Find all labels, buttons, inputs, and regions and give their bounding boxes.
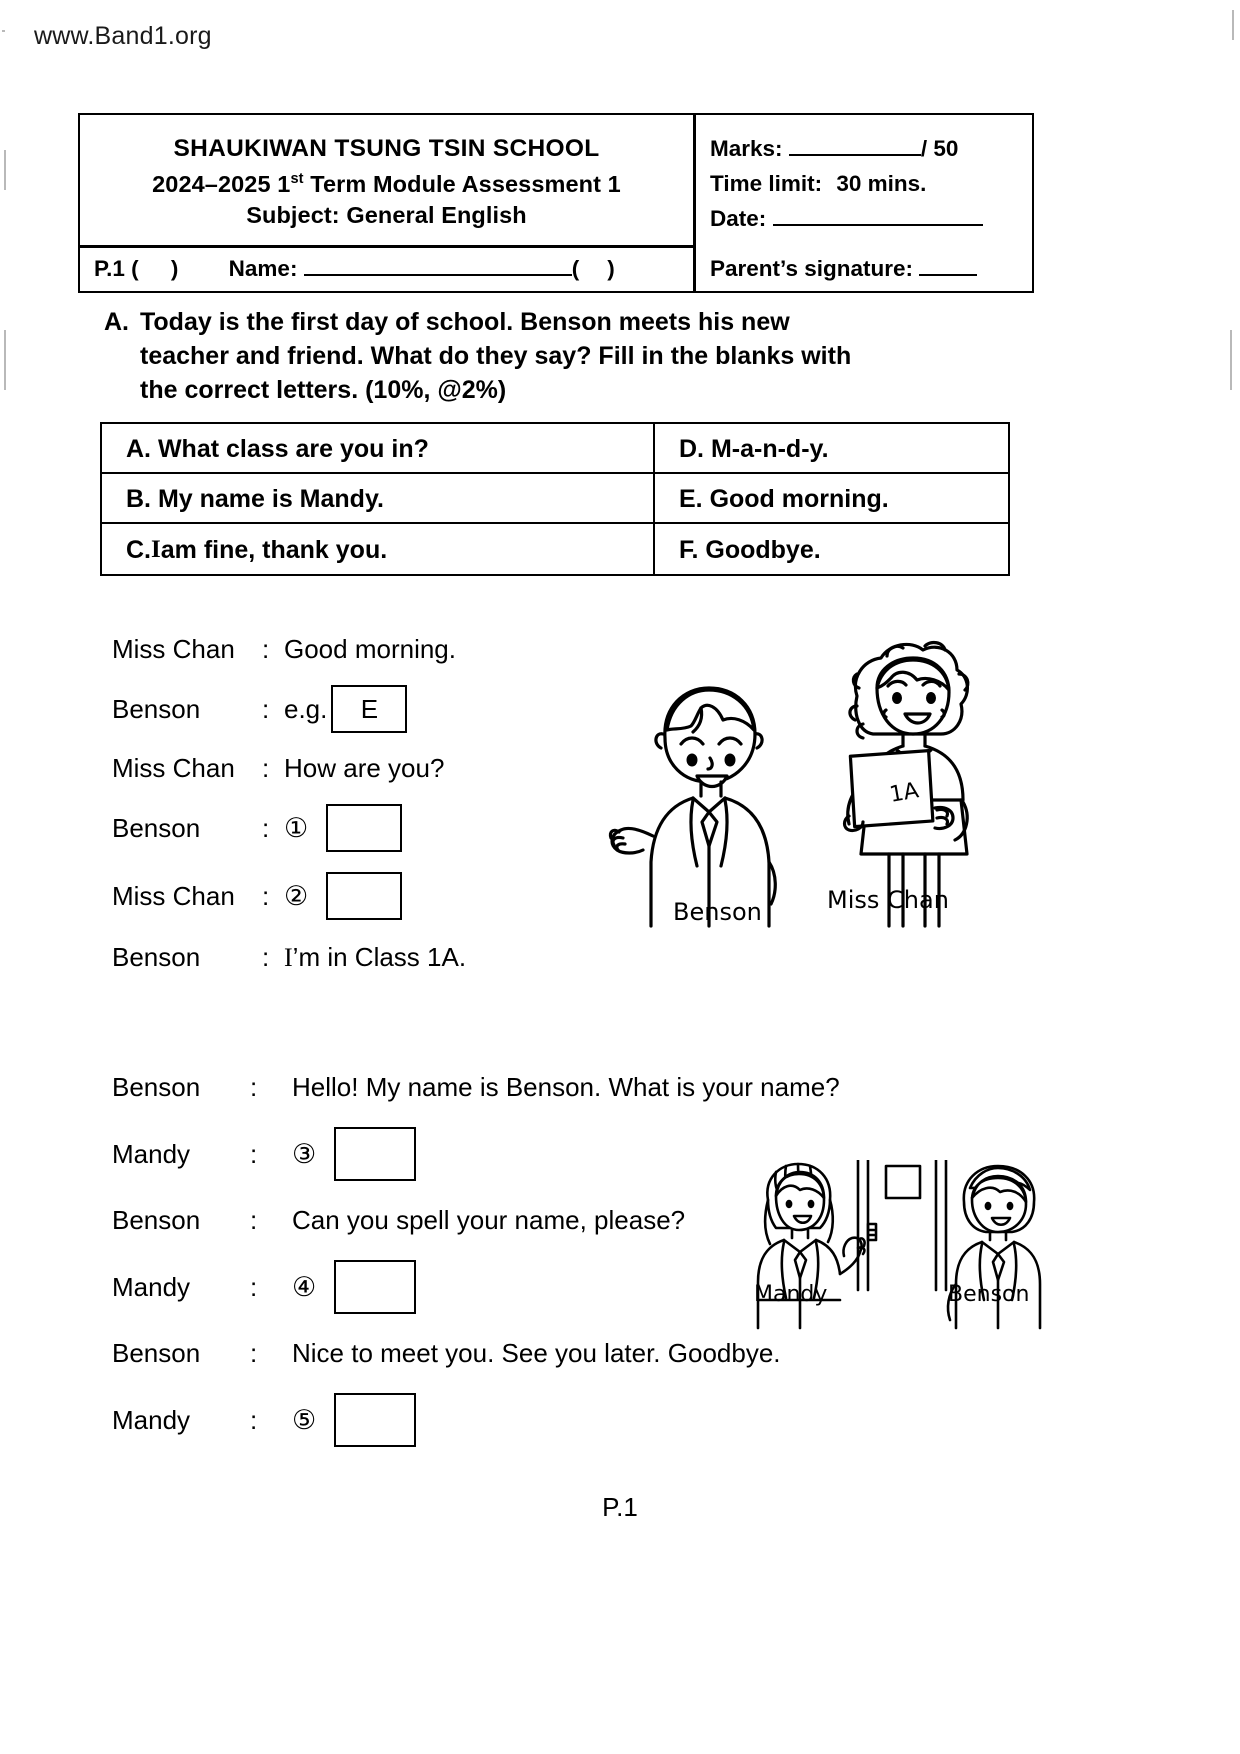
dialogue-one-line-1 xyxy=(112,634,632,665)
page-edge-mark-left xyxy=(2,30,5,32)
utterance-text xyxy=(284,942,466,973)
question-number-2: ② xyxy=(284,880,309,911)
date-row xyxy=(710,201,1036,236)
table-row xyxy=(102,474,1008,524)
parent-signature-label: Parent’s signature: xyxy=(710,256,913,281)
option-b: B. My name is Mandy. xyxy=(102,474,655,522)
section-a-label: A. xyxy=(104,308,129,336)
utterance-pronoun: I xyxy=(284,943,293,972)
utterance-rest: ’m in Class 1A. xyxy=(292,942,467,972)
question-number-3: ③ xyxy=(292,1138,317,1169)
page-edge-mark-right-2 xyxy=(1230,330,1232,390)
instruction-line-3: the correct letters. (10%, @2%) xyxy=(140,376,507,404)
speaker-colon: : xyxy=(250,1072,258,1102)
term-ordinal-suffix: st xyxy=(290,171,304,187)
speaker-colon: : xyxy=(262,942,270,972)
option-c-pronoun: I xyxy=(151,536,161,563)
figure-label-mandy: Mandy xyxy=(754,1282,828,1307)
parent-signature-input-line[interactable] xyxy=(919,255,977,276)
option-a: A. What class are you in? xyxy=(102,424,655,472)
site-url: www.Band1.org xyxy=(34,22,212,50)
speaker-name: Miss Chan xyxy=(112,880,235,911)
option-c-prefix: C. xyxy=(126,535,151,564)
utterance-text: How are you? xyxy=(284,753,445,783)
speaker-name: Benson xyxy=(112,812,201,843)
subject-line: Subject: General English xyxy=(246,201,527,228)
instruction-line-1: Today is the first day of school. Benson meets his new xyxy=(140,308,790,336)
school-name: SHAUKIWAN TSUNG TSIN SCHOOL xyxy=(173,135,600,162)
speaker-name: Benson xyxy=(112,1205,201,1235)
answer-box-4[interactable] xyxy=(334,1260,416,1314)
figure-label-benson: Benson xyxy=(673,898,762,926)
table-row xyxy=(102,424,1008,474)
speaker-colon: : xyxy=(262,693,270,724)
page-edge-mark-right xyxy=(1232,10,1234,40)
utterance-text: Nice to meet you. See you later. Goodbye. xyxy=(292,1338,781,1368)
answer-box-1[interactable] xyxy=(326,804,402,852)
speaker-name: Benson xyxy=(112,693,201,724)
illustration-mandy-benson xyxy=(740,1160,1050,1330)
option-e: E. Good morning. xyxy=(679,484,889,513)
section-a-instruction xyxy=(104,305,1029,407)
utterance-text: Can you spell your name, please? xyxy=(292,1205,686,1235)
page-edge-mark-left-2 xyxy=(4,150,6,190)
marks-input-line[interactable] xyxy=(789,135,921,156)
name-bracket-close: ) xyxy=(607,256,615,281)
dialogue-two-line-6 xyxy=(112,1393,932,1447)
speaker-name: Benson xyxy=(112,1072,201,1102)
answer-options-table xyxy=(100,422,1010,576)
time-limit-row xyxy=(710,166,1036,201)
header-marks-info xyxy=(696,115,1036,245)
name-bracket-open: ( xyxy=(571,256,580,281)
time-limit-value: 30 mins. xyxy=(836,171,927,196)
question-number-1: ① xyxy=(284,812,309,843)
speaker-name: Mandy xyxy=(112,1271,191,1302)
page-footer xyxy=(0,1492,1240,1523)
section-a-text xyxy=(140,305,1029,407)
option-f: F. Goodbye. xyxy=(679,535,821,564)
question-number-5: ⑤ xyxy=(292,1404,317,1435)
answer-box-2[interactable] xyxy=(326,872,402,920)
marks-total: / 50 xyxy=(920,136,959,161)
speaker-name: Mandy xyxy=(112,1404,191,1435)
speaker-colon: : xyxy=(250,1338,258,1368)
utterance-text: Hello! My name is Benson. What is your name? xyxy=(292,1072,840,1102)
utterance-text: Good morning. xyxy=(284,634,456,664)
term-line-pre: 2024–2025 1 xyxy=(152,170,291,197)
marks-row xyxy=(710,131,1036,166)
dialogue-one-line-3 xyxy=(112,753,632,784)
name-label: Name: xyxy=(228,256,298,281)
figure-label-misschan: Miss Chan xyxy=(827,886,949,914)
option-c-rest: am fine, thank you. xyxy=(160,535,388,564)
illustration-svg-1 xyxy=(605,630,1025,930)
dialogue-one-line-4 xyxy=(112,804,632,852)
speaker-colon: : xyxy=(250,1404,258,1435)
option-c xyxy=(102,524,655,574)
speaker-name: Miss Chan xyxy=(112,753,235,783)
speaker-colon: : xyxy=(262,880,270,911)
class-label: P.1 ( xyxy=(94,256,139,281)
header-parent-signature-row xyxy=(696,247,1036,293)
student-number-input[interactable] xyxy=(579,257,607,276)
date-label: Date: xyxy=(710,206,767,231)
speaker-name: Benson xyxy=(112,942,201,972)
term-line-post: Term Module Assessment 1 xyxy=(303,170,621,197)
speaker-colon: : xyxy=(262,634,270,664)
example-answer-box: E xyxy=(331,685,407,733)
option-d: D. M-a-n-d-y. xyxy=(679,434,829,463)
speaker-colon: : xyxy=(250,1138,258,1169)
speaker-colon: : xyxy=(250,1205,258,1235)
class-close-bracket: ) xyxy=(170,256,179,281)
date-input-line[interactable] xyxy=(773,205,983,226)
table-row xyxy=(102,524,1008,574)
speaker-name: Benson xyxy=(112,1338,201,1368)
speaker-colon: : xyxy=(262,812,270,843)
page-edge-mark-left-3 xyxy=(4,330,6,390)
assessment-header-box xyxy=(78,113,1034,293)
dialogue-one-line-5 xyxy=(112,872,632,920)
dialogue-one-line-6 xyxy=(112,942,632,973)
class-sign-text: 1A xyxy=(887,778,921,808)
header-school-info xyxy=(80,115,693,245)
speaker-colon: : xyxy=(262,753,270,783)
figure-label-benson-2: Benson xyxy=(948,1282,1030,1307)
time-limit-label: Time limit: xyxy=(710,171,823,196)
speaker-name: Miss Chan xyxy=(112,634,235,664)
speaker-colon: : xyxy=(250,1271,258,1302)
dialogue-two-line-5 xyxy=(112,1338,932,1369)
instruction-line-2: teacher and friend. What do they say? Fill in the blanks with xyxy=(140,342,852,370)
dialogue-one-line-2 xyxy=(112,685,632,733)
answer-box-3[interactable] xyxy=(334,1127,416,1181)
question-number-4: ④ xyxy=(292,1271,317,1302)
page-number: P.1 xyxy=(602,1492,638,1522)
example-label: e.g. xyxy=(284,693,328,724)
dialogue-two-line-1 xyxy=(112,1072,932,1103)
answer-box-5[interactable] xyxy=(334,1393,416,1447)
marks-label: Marks: xyxy=(710,136,783,161)
term-line xyxy=(80,164,693,200)
header-student-row xyxy=(80,247,693,293)
dialogue-one xyxy=(112,634,632,993)
name-input-line[interactable] xyxy=(304,255,572,276)
class-number-input[interactable] xyxy=(145,257,171,276)
illustration-benson-misschan xyxy=(605,630,1025,930)
speaker-name: Mandy xyxy=(112,1138,191,1169)
